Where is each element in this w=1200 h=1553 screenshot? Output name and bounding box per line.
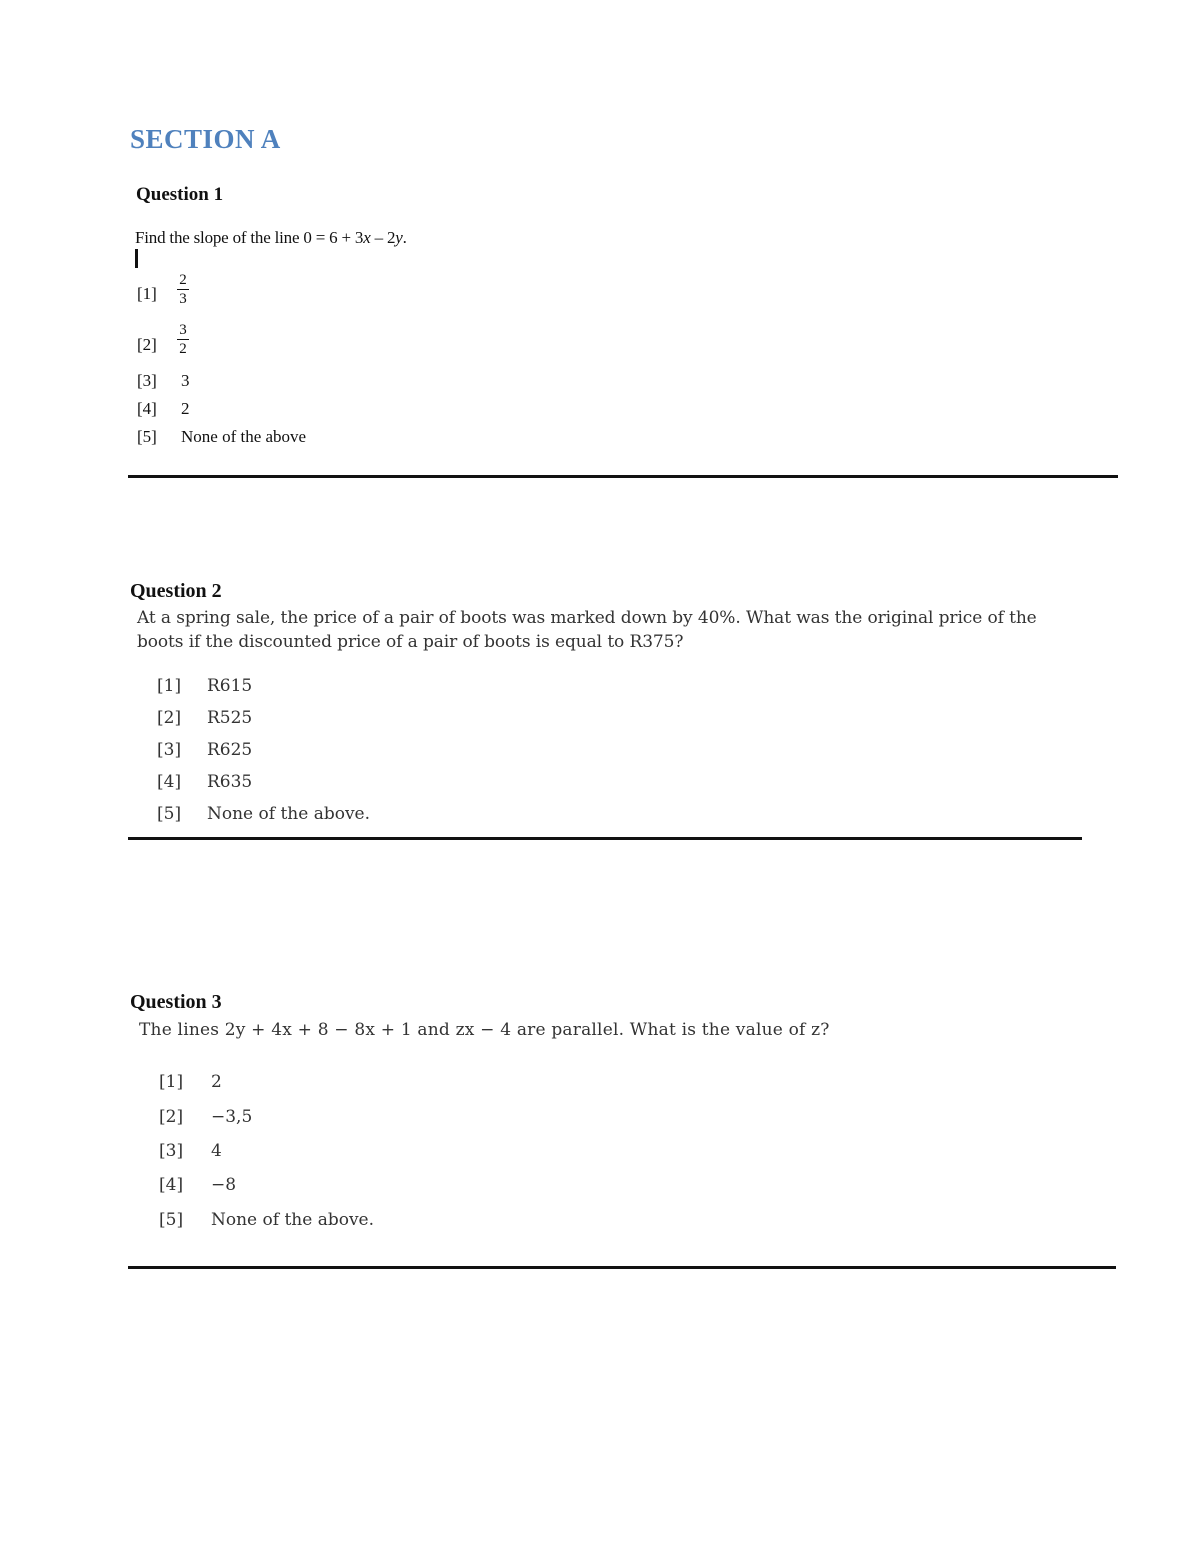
q3-option-3-text: 4 xyxy=(211,1141,222,1161)
q2-option-2-label: [2] xyxy=(157,708,182,728)
fraction-numerator: 2 xyxy=(179,272,187,288)
divider-line xyxy=(128,475,1118,478)
q3-option-1-label: [1] xyxy=(159,1072,184,1092)
section-title: SECTION A xyxy=(130,124,281,154)
q3-option-4-text: −8 xyxy=(211,1175,237,1195)
q3-option-5-text: None of the above. xyxy=(211,1210,375,1230)
q2-option-5-label: [5] xyxy=(157,804,182,824)
divider-line xyxy=(128,837,1082,840)
q3-option-2-text: −3,5 xyxy=(211,1107,253,1127)
question-2-title: Question 2 xyxy=(130,580,222,602)
q3-option-5-label: [5] xyxy=(159,1210,184,1230)
q1-option-5-text: None of the above xyxy=(181,427,307,446)
q1-option-5-label: [5] xyxy=(137,427,157,446)
q2-option-1-text: R615 xyxy=(207,676,253,696)
q1-option-1-label: [1] xyxy=(137,284,157,303)
q2-option-3-label: [3] xyxy=(157,740,182,760)
q1-option-4-label: [4] xyxy=(137,399,157,418)
divider-line xyxy=(128,1266,1116,1269)
q2-option-3-text: R625 xyxy=(207,740,253,760)
question-3-text: The lines 2y + 4x + 8 − 8x + 1 and zx − 4 are parallel. What is the value of z? xyxy=(139,1020,830,1040)
question-3-title: Question 3 xyxy=(130,991,222,1013)
q2-option-2-text: R525 xyxy=(207,708,253,728)
q1-option-3-label: [3] xyxy=(137,371,157,390)
q3-option-4-label: [4] xyxy=(159,1175,184,1195)
q3-option-3-label: [3] xyxy=(159,1141,184,1161)
fraction-denominator: 3 xyxy=(179,291,187,307)
q1-option-1-fraction xyxy=(177,272,189,307)
fraction-bar xyxy=(177,339,189,340)
q3-option-2-label: [2] xyxy=(159,1107,184,1127)
question-1-text: Find the slope of the line 0 = 6 + 3x – 2y. xyxy=(135,228,407,247)
q3-option-1-text: 2 xyxy=(211,1072,222,1092)
question-2-text: At a spring sale, the price of a pair of boots was marked down by 40%. What was the original price of the boots if the discounted price of a pair of boots is equal to R375? xyxy=(137,608,1037,652)
q1-option-3-text: 3 xyxy=(181,371,190,390)
q2-option-4-label: [4] xyxy=(157,772,182,792)
q1-option-2-label: [2] xyxy=(137,335,157,354)
fraction-denominator: 2 xyxy=(179,341,187,357)
q2-option-4-text: R635 xyxy=(207,772,253,792)
q1-option-2-fraction xyxy=(177,322,189,357)
question-1-title: Question 1 xyxy=(136,184,224,205)
q1-option-4-text: 2 xyxy=(181,399,190,418)
q2-option-5-text: None of the above. xyxy=(207,804,371,824)
fraction-numerator: 3 xyxy=(179,322,187,338)
q2-option-1-label: [1] xyxy=(157,676,182,696)
fraction-bar xyxy=(177,289,189,290)
text-cursor xyxy=(135,249,138,268)
